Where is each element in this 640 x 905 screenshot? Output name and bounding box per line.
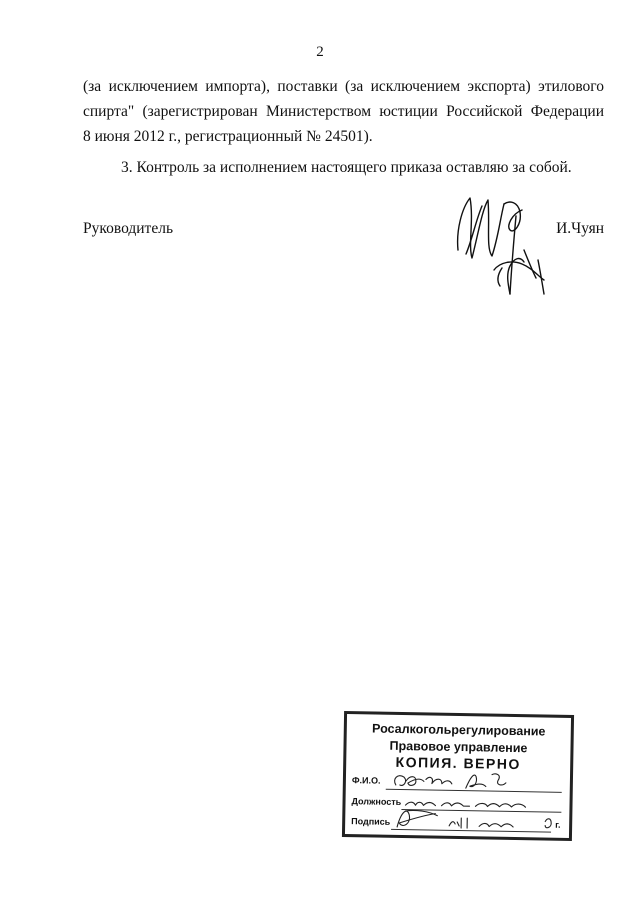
stamp-handwritten-entries: [345, 714, 577, 844]
certified-copy-stamp: [342, 711, 574, 841]
stamp-year-suffix: г.: [555, 819, 561, 830]
paragraph-line: (за исключением импорта), поставки (за исключением экспорта) этилового: [83, 78, 604, 95]
stamp-certified-copy: КОПИЯ. ВЕРНО: [395, 753, 521, 773]
stamp-org: Росалкогольрегулирование: [372, 721, 546, 739]
page-number: 2: [316, 44, 324, 60]
paragraph-line: спирта" (зарегистрирован Министерством юстиции Российской Федерации: [83, 103, 604, 120]
stamp-signature-label: Подпись: [351, 816, 391, 827]
signer-name: И.Чуян: [556, 220, 604, 237]
stamp-department: Правовое управление: [389, 738, 528, 756]
stamp-name-label: Ф.И.О.: [351, 775, 381, 786]
stamp-position-label: Должность: [351, 796, 402, 808]
handwritten-signature: [448, 190, 558, 302]
signer-title: Руководитель: [83, 220, 174, 237]
paragraph-item-3: 3. Контроль за исполнением настоящего приказа оставляю за собой.: [121, 159, 572, 176]
paragraph-line: 8 июня 2012 г., регистрационный № 24501).: [83, 128, 373, 145]
paragraph-continuation: [83, 74, 604, 149]
